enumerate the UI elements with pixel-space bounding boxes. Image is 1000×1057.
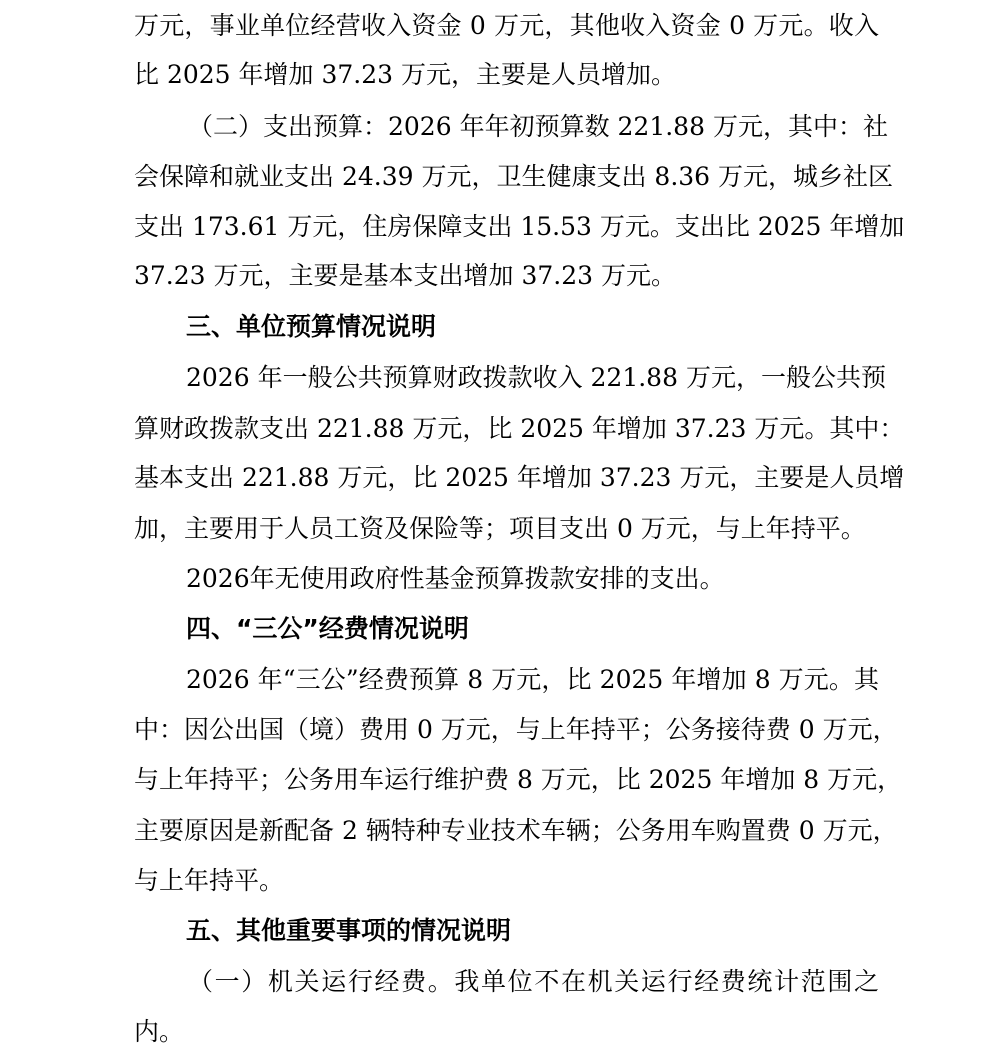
paragraph-expenditure-budget: （二）支出预算：2026 年年初预算数 221.88 万元，其中：社 — [188, 112, 888, 141]
text-line: 37.23 万元，主要是基本支出增加 37.23 万元。 — [134, 261, 676, 290]
paragraph-three-public: 2026 年“三公”经费预算 8 万元，比 2025 年增加 8 万元。其 — [186, 665, 879, 694]
text-line: 万元，事业单位经营收入资金 0 万元，其他收入资金 0 万元。收入 — [134, 11, 879, 40]
text-line: 主要原因是新配备 2 辆特种专业技术车辆；公务用车购置费 0 万元， — [134, 816, 898, 845]
text-line: 支出 173.61 万元，住房保障支出 15.53 万元。支出比 2025 年增加 — [134, 212, 905, 241]
text-line: 中：因公出国（境）费用 0 万元，与上年持平；公务接待费 0 万元， — [134, 715, 898, 744]
section-heading-5: 五、其他重要事项的情况说明 — [186, 916, 512, 945]
text-line: 与上年持平；公务用车运行维护费 8 万元，比 2025 年增加 8 万元， — [134, 765, 903, 794]
text-line: 基本支出 221.88 万元，比 2025 年增加 37.23 万元，主要是人员增 — [134, 463, 905, 492]
paragraph-unit-budget: 2026 年一般公共预算财政拨款收入 221.88 万元，一般公共预 — [186, 363, 886, 392]
paragraph-government-fund: 2026年无使用政府性基金预算拨款安排的支出。 — [186, 564, 725, 593]
text-line: 与上年持平。 — [134, 866, 285, 895]
text-line: 算财政拨款支出 221.88 万元，比 2025 年增加 37.23 万元。其中： — [134, 414, 905, 443]
text-line: 比 2025 年增加 37.23 万元，主要是人员增加。 — [134, 60, 676, 89]
paragraph-operating-expenses: （一）机关运行经费。我单位不在机关运行经费统计范围之 — [188, 967, 879, 996]
text-line: 加，主要用于人员工资及保险等；项目支出 0 万元，与上年持平。 — [134, 514, 866, 543]
text-line: 会保障和就业支出 24.39 万元，卫生健康支出 8.36 万元，城乡社区 — [134, 162, 894, 191]
section-heading-3: 三、单位预算情况说明 — [186, 312, 437, 341]
section-heading-4: 四、“三公”经费情况说明 — [186, 614, 469, 643]
text-line: 内。 — [134, 1017, 185, 1046]
